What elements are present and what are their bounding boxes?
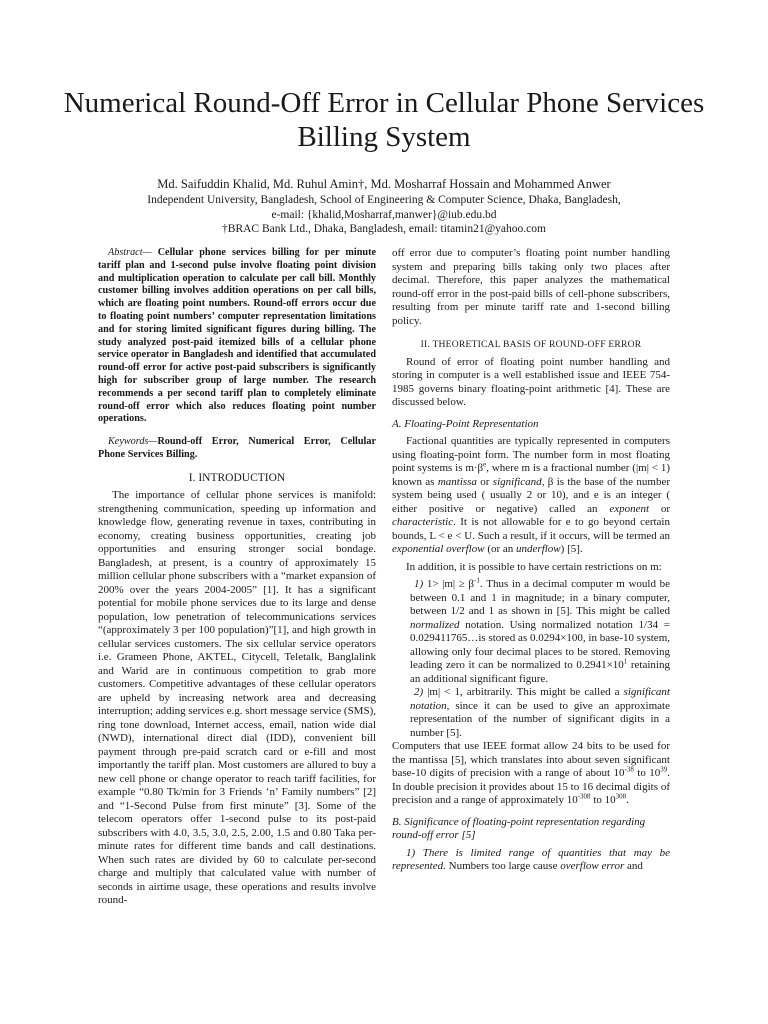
abstract-text: Cellular phone services billing for per minute tariff plan and 1-second pulse involve floating point division and multiplication operation to calculate per call bill. Monthly customer billing involves addition operations on per call bills, which are floating point numbers. Round-off errors occur due to floating point numbers’ computer representation limitations and for storing limited significant figures during billing. The study analyzed post-paid itemized bills of a cellular phone service operator in Bangladesh and identified that accumulated round-off error for active post-paid subscribers is significantly high for subscriber group of large number. The research recommends a per second tariff plan to completely eliminate round-off error which also reduces floating point number operations. [98,247,376,425]
email-line: e-mail: {khalid,Mosharraf,manwer}@iub.edu.bd [271,208,497,221]
keywords-text: Round-off Error, Numerical Error, Cellular Phone Services Billing. [98,436,376,460]
section-heading-theory: II. THEORETICAL BASIS OF ROUND-OFF ERROR [420,339,642,350]
abstract-label: Abstract— [108,247,152,258]
keywords [98,436,376,462]
restrictions-paragraph: In addition, it is possible to have certain restrictions on m: [406,560,662,573]
affiliations [40,193,728,237]
introduction-continued: off error due to computer’s floating point number handling system and preparing bills taking only two places after decimal. Therefore, this paper analyzes the mathematical round-off error in the post-paid bills of cell-phone subscribers, resulting from per minute tariff rate and 1-second billing policy. [392,247,670,327]
paper-title: Numerical Round-Off Error in Cellular Phone Services Billing System [63,87,705,153]
subsection-heading-floating-point: A. Floating-Point Representation [392,417,539,430]
floating-point-paragraph: Factional quantities are typically represented in computers using floating-point form. The number form in most floating point systems is $m\cdot\beta^e$, where m is a fractional number (|m| < 1) known as mantissa or significand, β is the base of the number system being used ( usually 2 or 10), and e is an integer ( either positive or negative) called an exponent or characteristic. It is not allowable for e to go beyond certain bounds, L < e < U. Such a result, if it occurs, will be termed an exponential overflow (or an underflow) [5]. [392,435,670,555]
subsection-heading-significance: B. Significance of floating-point representation regarding round-off error [5] [392,815,646,841]
section-heading-introduction: I. INTRODUCTION [188,471,286,484]
author-list: Md. Saifuddin Khalid, Md. Ruhul Amin†, Md. Mosharraf Hossain and Mohammed Anwer [157,177,611,191]
affiliation-line: †BRAC Bank Ltd., Dhaka, Bangladesh, email: titamin21@yahoo.com [222,223,546,235]
significance-paragraph: 1) There is limited range of quantities that may be represented. Numbers too large cause overflow error and [392,846,670,872]
introduction-paragraph: The importance of cellular phone services is manifold: strengthening communication, speeding up information and knowledge flow, generating revenue in taxes, contributing in economy, creating business opportunities, creating job opportunities and ensuring stronger social bondage. Bangladesh, at present, is a country of approximately 15 million cellular phone subscribers with a “market expansion of 200% over the years 2004-2005” [1]. It has a significant potential for mobile phone services due to its large and dense population, low penetration of telecommunications services “(approximately 3 per 100 population)”[1], and high growth in cellular services customers. The six cellular service operators i.e. Grameen Phone, AKTEL, Citycell, Teletalk, Banglalink and Warid are in continuous competition to grab more customers. Competitive advantages of these cellular operators are upheld by increasing network area and decreasing interruption; adding services e.g. short message service (SMS), ring tone download, Internet access, email, nation wide dial (NWD), international direct dial (IDD), convenient bill payment through pre-paid scratch card or e-fill and most importantly the tariff plan. Most customers are allured to buy a new cell phone or change operator to reach tariff facilities, for example “0.80 Tk/min for 3 Friends ‘n’ Family numbers” [2] and “1-Second Pulse from first minute” [3]. Some of the telecom operators offer 1-second pulse to its post-paid subscribers with 4.0, 3.5, 3.0, 2.5, 2.00, 1.5 and 0.80 Taka per-minute rates for different time bands and call destinations. When such rates are divided by 60 to calculate per-second charge and multiply that calculated value with number of seconds in airtime usage, these operations and results involve round- [98,489,376,907]
left-column [98,247,376,908]
abstract [98,247,376,426]
right-column [392,247,670,874]
affiliation-line: Independent University, Bangladesh, School of Engineering & Computer Science, Dhaka, Bangladesh, [147,194,621,206]
list-item-significant: 2) |m| < 1, arbitrarily. This might be called a significant notation, since it can be used to give an approximate representation of the number of significant digits in a number [5]. [410,686,670,739]
list-item-normalized: 1) $1> |m| \ge \beta^{-1}$. Thus in a decimal computer m would be between 0.1 and 1 in magnitude; in a binary computer, between 1/2 and 1 as shown in [5]. This might be called normalized notation. Using normalized notation 1/34 = 0.029411765…is stored as 0.0294×100, in base-10 system, allowing only four decimal places to be stored. Removing leading zero it can be normalized to $0.2941\times 10^1$ retaining an additional significant figure. [410,576,670,685]
theory-paragraph: Round of error of floating point number handling and storing in computer is a well established issue and IEEE 754-1985 governs binary floating-point arithmetic [4]. These are discussed below. [392,355,670,408]
ieee-paragraph: Computers that use IEEE format allow 24 bits to be used for the mantissa [5], which translates into about seven significant base-10 digits of precision with a range of about $10^{-38}$ to $10^{39}$. In double precision it provides about 15 to 16 decimal digits of precision and a range of approximately $10^{-308}$ to $10^{308}$. [392,740,670,806]
keywords-label: Keywords— [108,436,158,448]
